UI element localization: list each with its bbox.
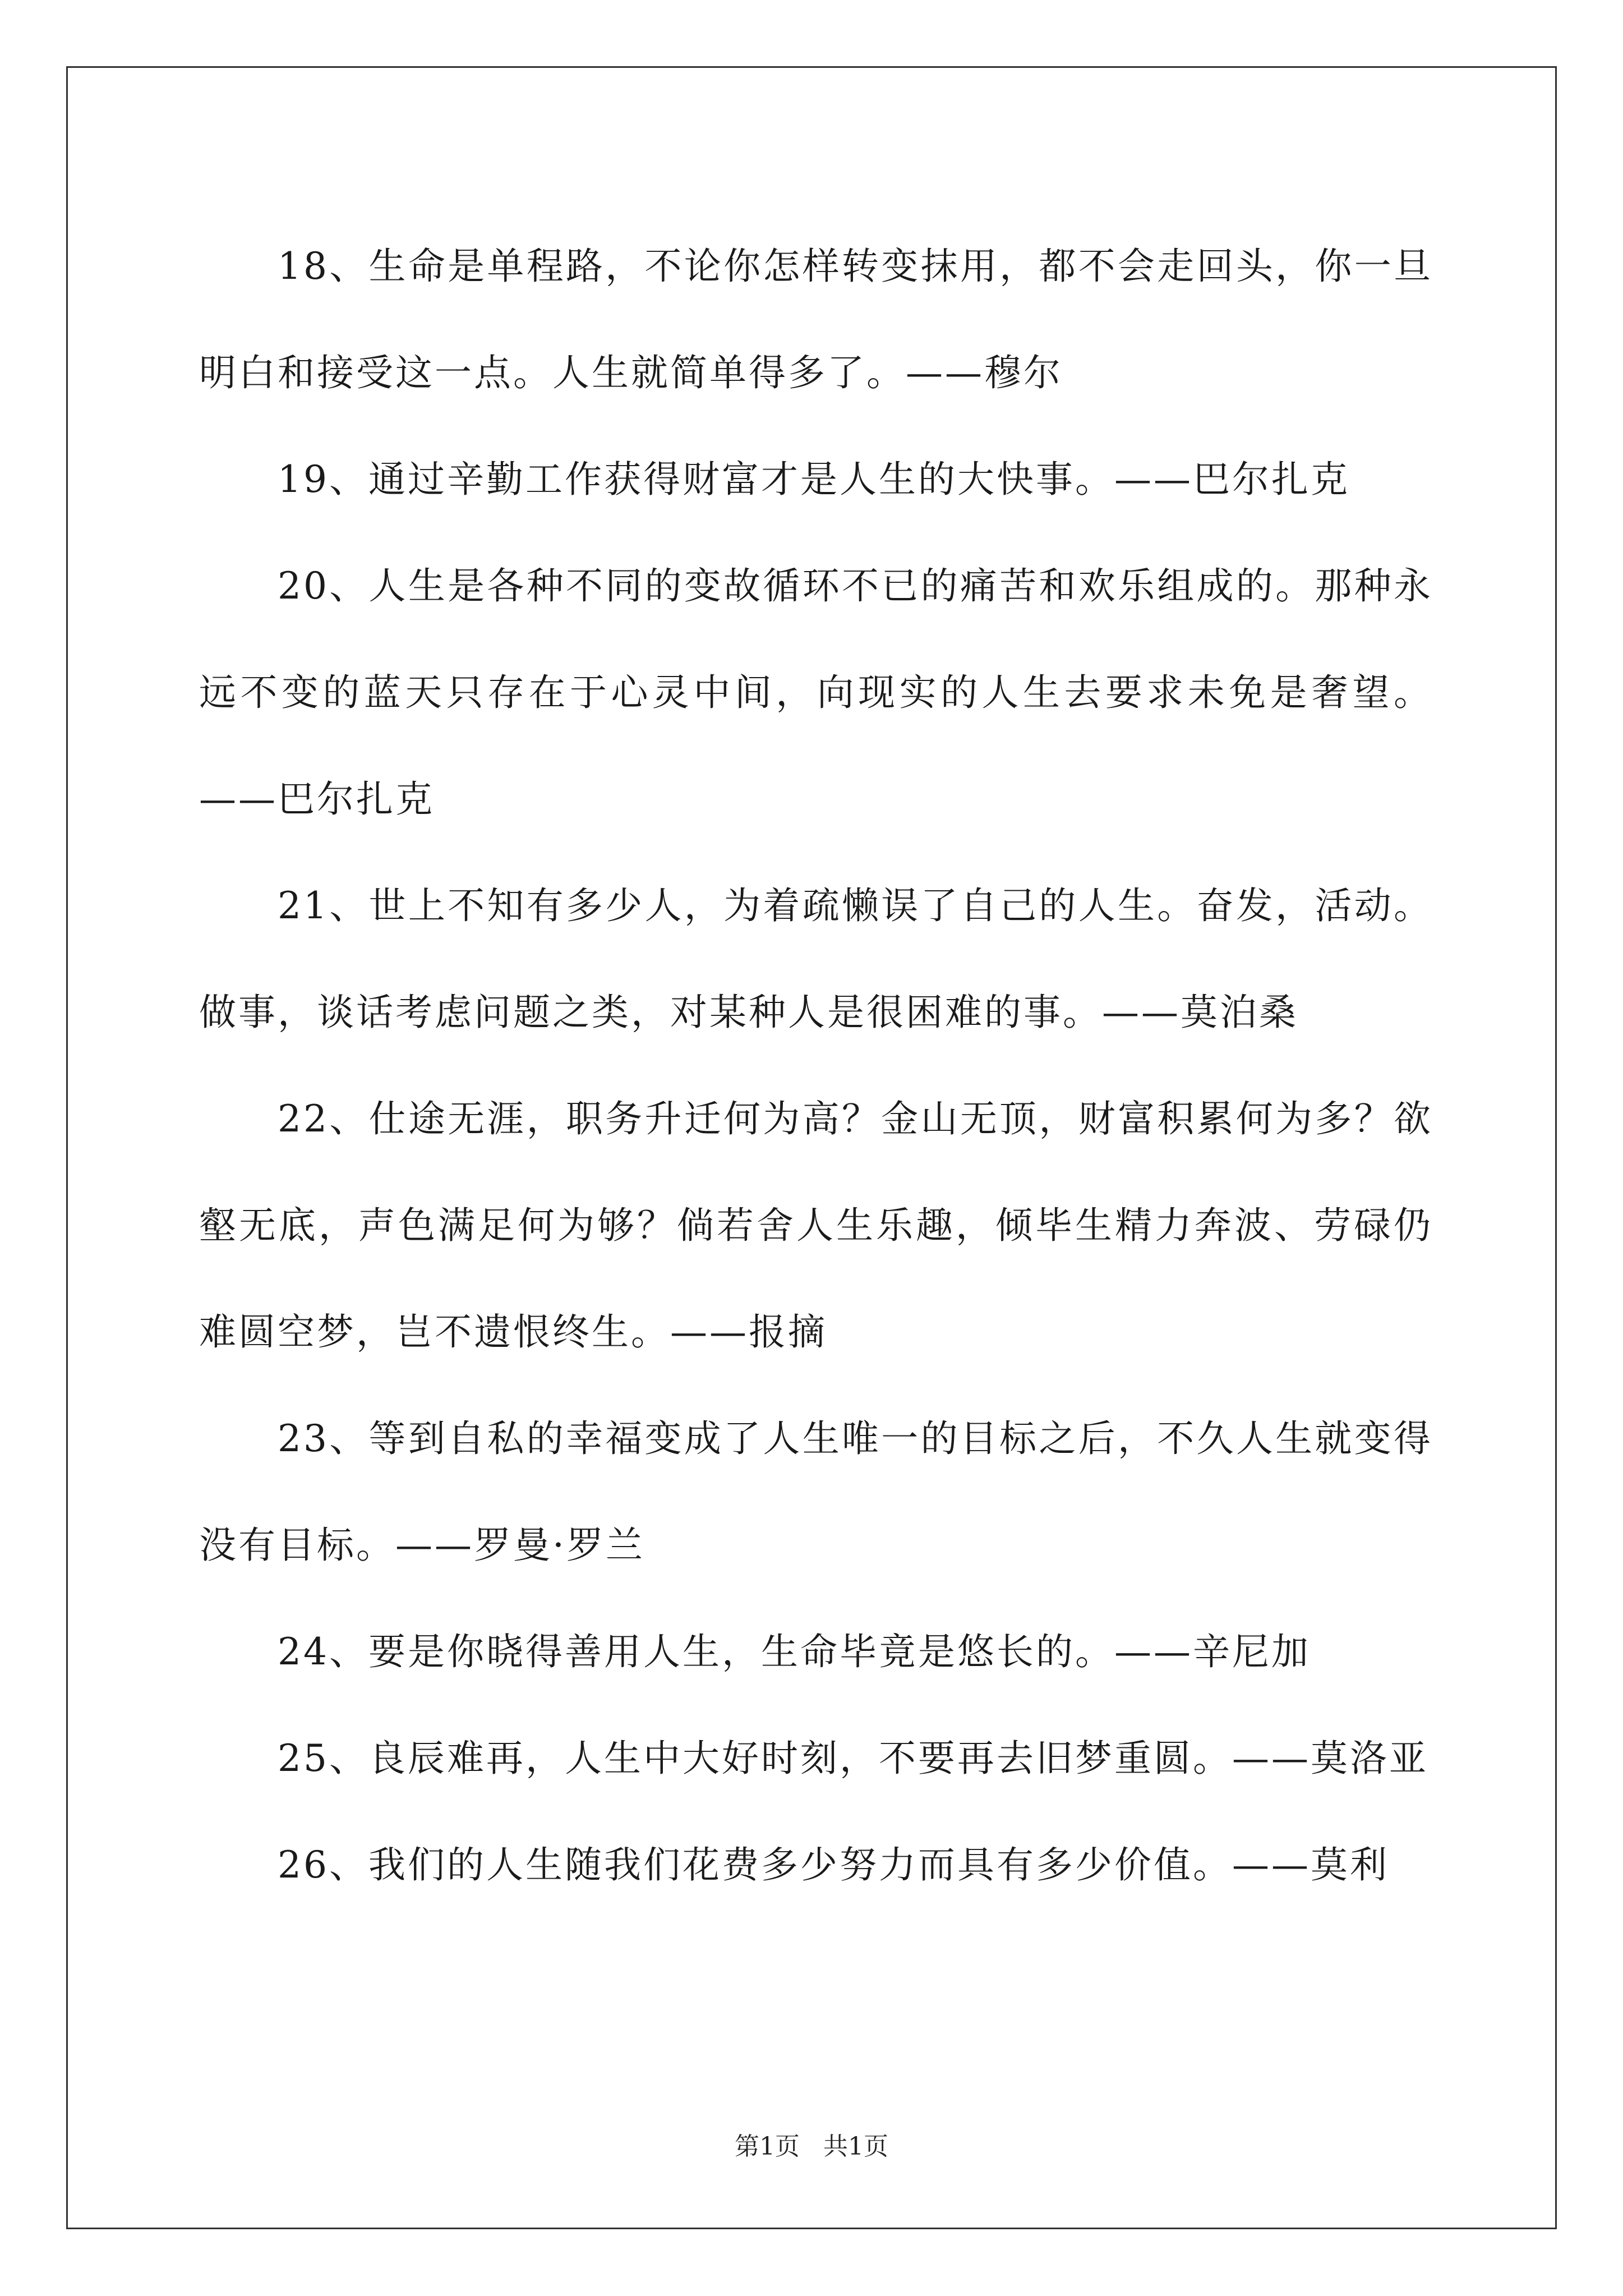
quote-23: 23、等到自私的幸福变成了人生唯一的目标之后，不久人生就变得没有目标。——罗曼·罗兰 <box>199 1417 1433 1567</box>
quote-21: 21、世上不知有多少人，为着疏懒误了自己的人生。奋发，活动。做事，谈话考虑问题之类，对某种人是很困难的事。——莫泊桑 <box>199 884 1433 1034</box>
quote-20: 20、人生是各种不同的变故循环不已的痛苦和欢乐组成的。那种永远不变的蓝天只存在于心灵中间，向现实的人生去要求未免是奢望。——巴尔扎克 <box>199 564 1433 821</box>
page-total: 共1页 <box>823 2132 888 2161</box>
quote-25: 25、良辰难再，人生中大好时刻，不要再去旧梦重圆。——莫洛亚 <box>278 1737 1428 1780</box>
document-body <box>199 213 1433 1918</box>
quote-18: 18、生命是单程路，不论你怎样转变抹用，都不会走回头，你一旦明白和接受这一点。人生就简单得多了。——穆尔 <box>199 245 1433 394</box>
quote-19: 19、通过辛勤工作获得财富才是人生的大快事。——巴尔扎克 <box>278 458 1350 501</box>
quote-26: 26、我们的人生随我们花费多少努力而具有多少价值。——莫利 <box>278 1843 1389 1887</box>
page-footer <box>0 2126 1623 2162</box>
page-number: 第1页 <box>735 2132 800 2161</box>
quote-22: 22、仕途无涯，职务升迁何为高？金山无顶，财富积累何为多？欲壑无底，声色满足何为够？倘若舍人生乐趣，倾毕生精力奔波、劳碌仍难圆空梦，岂不遗恨终生。——报摘 <box>199 1097 1433 1354</box>
quote-24: 24、要是你晓得善用人生，生命毕竟是悠长的。——辛尼加 <box>278 1630 1311 1673</box>
